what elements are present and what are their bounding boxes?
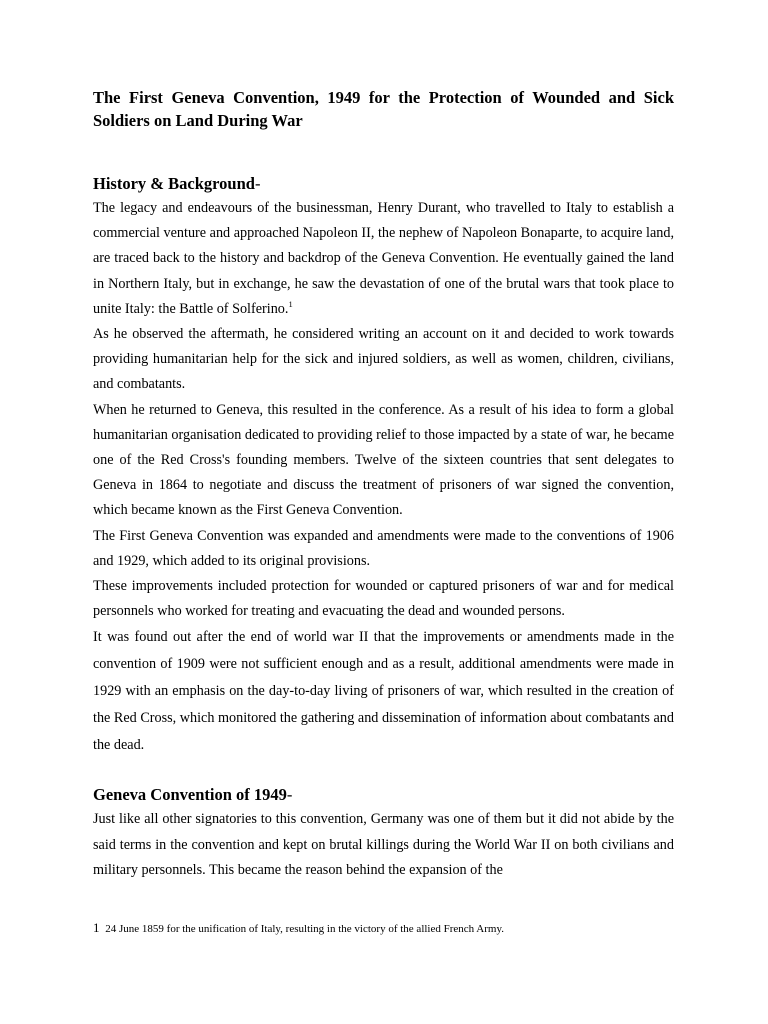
section-heading-history (93, 172, 674, 196)
section-heading-history-suffix: - (254, 174, 261, 193)
paragraph: Just like all other signatories to this convention, Germany was one of them but it did not abide by the said terms in the convention and kept on brutal killings during the World War II on both civilians and military personnels. This became the reason behind the expansion of the (93, 811, 674, 878)
footnote-text: 24 June 1859 for the unification of Italy, resulting in the victory of the allied French Army. (105, 923, 505, 935)
footnote-reference: 1 (288, 298, 293, 309)
section-heading-geneva-1949-text: Geneva Convention of 1949 (93, 785, 287, 805)
paragraph: When he returned to Geneva, this resulted in the conference. As a result of his idea to form a global humanitarian organisation dedicated to providing relief to those impacted by a state of war, he became one of the Red Cross's founding members. Twelve of the sixteen countries that sent delegates to Geneva in 1864 to negotiate and discuss the treatment of prisoners of war signed the convention, which became known as the First Geneva Convention. (93, 401, 674, 519)
document-title: The First Geneva Convention, 1949 for the Protection of Wounded and Sick Soldiers on Land During War (93, 88, 674, 130)
paragraph: The First Geneva Convention was expanded and amendments were made to the conventions of 1906 and 1929, which added to its original provisions. (93, 527, 674, 569)
paragraph: These improvements included protection for wounded or captured prisoners of war and for medical personnels who worked for treating and evacuating the dead and wounded persons. (93, 578, 674, 620)
section-heading-geneva-1949-suffix: - (286, 785, 293, 805)
section-heading-history-text: History & Background (93, 174, 255, 193)
document-page (93, 86, 674, 883)
paragraph-text: The legacy and endeavours of the businessman, Henry Durant, who travelled to Italy to establish a commercial venture and approached Napoleon II, the nephew of Napoleon Bonaparte, to acquire land, are traced back to the history and backdrop of the Geneva Convention. He eventually gained the land in Northern Italy, but in exchange, he saw the devastation of one of the brutal wars that took place to unite Italy: the Battle of Solferino. (93, 200, 674, 317)
paragraph: It was found out after the end of world war II that the improvements or amendments made in the convention of 1909 were not sufficient enough and as a result, additional amendments were made in 1929 with an emphasis on the day-to-day living of prisoners of war, which resulted in the creation of the Red Cross, which monitored the gathering and dissemination of information about combatants and the dead. (93, 629, 674, 754)
section-heading-geneva-1949 (93, 783, 674, 807)
paragraph (93, 196, 674, 322)
paragraph: As he observed the aftermath, he considered writing an account on it and decided to work towards providing humanitarian help for the sick and injured soldiers, as well as women, children, civilians, and combatants. (93, 326, 674, 393)
footnote-number: 1 (93, 920, 100, 935)
footnote (93, 918, 693, 939)
